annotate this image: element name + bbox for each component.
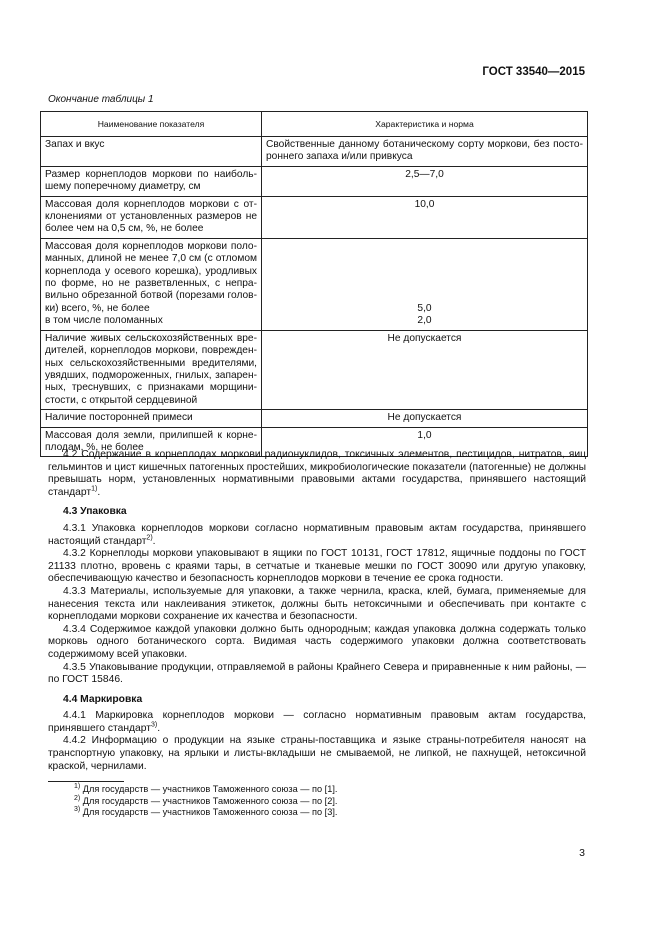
table-row [41, 166, 588, 196]
section-title-packaging: 4.3 Упаковка [63, 506, 127, 518]
paragraph-text: 4.4.1 Маркировка корнеплодов моркови — согласно нормативным правовым актам государства, принявшего стандарт [48, 710, 586, 734]
column-header-norm: Характеристика и норма [262, 112, 588, 137]
paragraph-end: . [157, 722, 161, 734]
indicators-table [40, 111, 588, 457]
document-body [48, 449, 586, 819]
indicator-name: Массовая доля корнеплодов моркови с отклонениями от установленных размеров не более чем на 0,5 см, %, не более [41, 196, 262, 238]
table-row [41, 137, 588, 167]
indicator-name: Запах и вкус [41, 137, 262, 167]
footnote [48, 796, 586, 808]
table-row [41, 410, 588, 427]
footnote-text: Для государств — участников Таможенного союза — по [3]. [80, 807, 338, 818]
indicator-name: Массовая доля корнеплодов моркови поломанных, длиной не менее 7,0 см (с отломом корнеплода у осевого корешка), уродливых по форме, но не разветвленных, с неправильно обрезанной ботвой (порезами головки) всего, %, не более [45, 240, 257, 314]
footnote [48, 807, 586, 819]
indicator-norm: 1,0 [262, 427, 588, 457]
table-row [41, 196, 588, 238]
paragraph-4-3-1 [48, 523, 586, 548]
page-number: 3 [579, 847, 585, 859]
indicator-norm: 10,0 [262, 196, 588, 238]
footnote-mark: 1) [74, 783, 81, 791]
table-row [41, 238, 588, 330]
indicator-subnorm: 2,0 [417, 315, 432, 327]
footnote-mark: 3) [74, 806, 81, 814]
indicator-subname: в том числе поломанных [45, 315, 163, 327]
table-header-row [41, 112, 588, 137]
paragraph-4-4-1 [48, 710, 586, 735]
paragraph-4-3-4: 4.3.4 Содержимое каждой упаковки должно быть однородным; каждая упаковка должна содержать только морковь одного ботанического сорта. Видимая часть содержимого упаковки должна соответствовать содержимому всей упаковки. [48, 623, 586, 660]
paragraph-4-3-2: 4.3.2 Корнеплоды моркови упаковывают в ящики по ГОСТ 10131, ГОСТ 17812, ящичные поддоны по ГОСТ 21133 плотно, вровень с краями тары, в сетчатые и тканевые мешки по ГОСТ 30090 или другую упаковку, обеспечивающую качество и безопасность корнеплодов моркови в течение ее срока годности. [48, 548, 586, 585]
section-title-marking: 4.4 Маркировка [63, 693, 143, 705]
table-caption: Окончание таблицы 1 [48, 94, 154, 105]
paragraph-text: 4.3.1 Упаковка корнеплодов моркови согласно нормативным правовым актам государства, принявшего настоящий стандарт [48, 522, 586, 547]
indicator-norm: Свойственные данному ботаническому сорту моркови, без постороннего запаха и/или привкуса [262, 137, 588, 167]
footnote-divider [48, 781, 124, 782]
paragraph-4-4-2: 4.4.2 Информацию о продукции на языке страны-поставщика и языке страны-потребителя наносят на транспортную упаковку, на ярлыки и листы-вкладыши не смываемой, не липкой, не пахнущей, нетоксичной краской, чернилами. [48, 735, 586, 772]
indicator-norm: Не допускается [262, 410, 588, 427]
footnote-mark: 2) [74, 794, 81, 802]
indicator-name-group [41, 238, 262, 330]
paragraph-end: . [97, 486, 101, 498]
footnote-ref: 3) [151, 721, 158, 729]
footnote [48, 784, 586, 796]
indicator-name: Наличие посторонней примеси [41, 410, 262, 427]
column-header-indicator: Наименование показателя [41, 112, 262, 137]
footnote-ref: 2) [146, 534, 153, 542]
indicator-norm: 5,0 [417, 302, 432, 314]
document-standard-header: ГОСТ 33540—2015 [482, 66, 585, 78]
indicator-name: Массовая доля земли, прилипшей к корнеплодам, %, не более [41, 427, 262, 457]
paragraph-4-3-3: 4.3.3 Материалы, используемые для упаковки, а также чернила, краска, клей, бумага, применяемые для нанесения текста или наклеивания этикеток, должны быть нетоксичными и обеспечивать при контакте с корнеплодами моркови сохранение их качества и безопасности. [48, 585, 586, 623]
footnote-ref: 1) [91, 485, 98, 493]
paragraph-4-2 [48, 449, 586, 499]
paragraph-end: . [152, 535, 156, 547]
indicator-norm: Не допускается [262, 330, 588, 409]
indicator-norm: 2,5—7,0 [262, 166, 588, 196]
indicator-name: Размер корнеплодов моркови по наибольшему поперечному диаметру, см [41, 166, 262, 196]
indicator-name: Наличие живых сельскохозяйственных вредителей, корнеплодов моркови, поврежденных сельскохозяйственными вредителями, увядших, подмороженных, гнилых, запаренных, треснувших, с признаками морщинистости, с открытой сердцевиной [41, 330, 262, 409]
table-row [41, 330, 588, 409]
indicator-norm-group [262, 238, 588, 330]
footnote-text: Для государств — участников Таможенного союза — по [1]. [80, 784, 338, 795]
footnote-text: Для государств — участников Таможенного союза — по [2]. [80, 795, 338, 806]
paragraph-text: 4.2 Содержание в корнеплодах моркови радионуклидов, токсичных элементов, пестицидов, нитратов, яиц гельминтов и цист кишечных патогенных простейших, микробиологические показатели (патогенные) не должны превышать норм, установленных нормативными правовыми актами государства, принявшего настоящий стандарт [48, 449, 586, 498]
paragraph-4-3-5: 4.3.5 Упаковывание продукции, отправляемой в районы Крайнего Севера и приравненные к ним районы, — по ГОСТ 15846. [48, 661, 586, 686]
